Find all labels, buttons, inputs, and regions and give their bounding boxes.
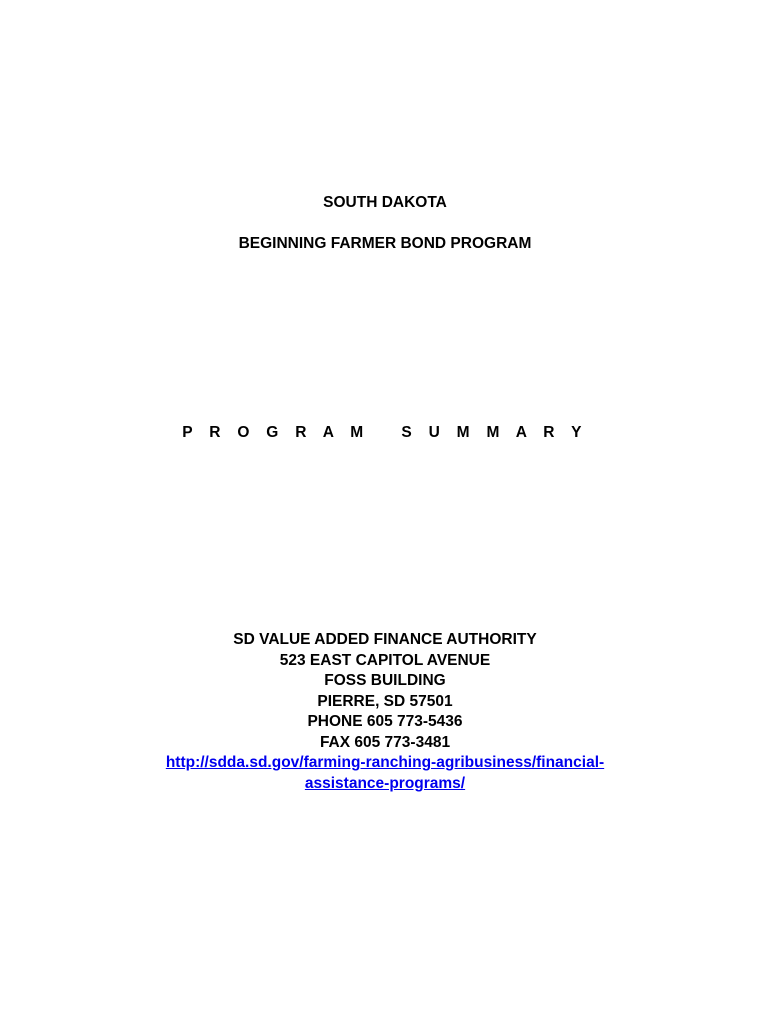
fax-number: FAX 605 773-3481 <box>319 733 451 751</box>
contact-block <box>0 630 770 794</box>
organization-name: SD VALUE ADDED FINANCE AUTHORITY <box>233 631 537 648</box>
building-name: FOSS BUILDING <box>324 672 446 689</box>
phone-number: PHONE 605 773-5436 <box>307 713 463 730</box>
city-state-zip: PIERRE, SD 57501 <box>317 692 453 710</box>
program-title: BEGINNING FARMER BOND PROGRAM <box>238 235 532 252</box>
street-address: 523 EAST CAPITOL AVENUE <box>279 651 491 669</box>
website-link-line1: http://sdda.sd.gov/farming-ranching-agribusiness/financial- <box>165 754 605 771</box>
state-heading: SOUTH DAKOTA <box>323 194 447 211</box>
program-summary-heading: P R O G R A M S U M M A R Y <box>182 424 588 441</box>
website-link[interactable] <box>0 753 770 794</box>
website-link-line2: assistance-programs/ <box>304 774 466 792</box>
